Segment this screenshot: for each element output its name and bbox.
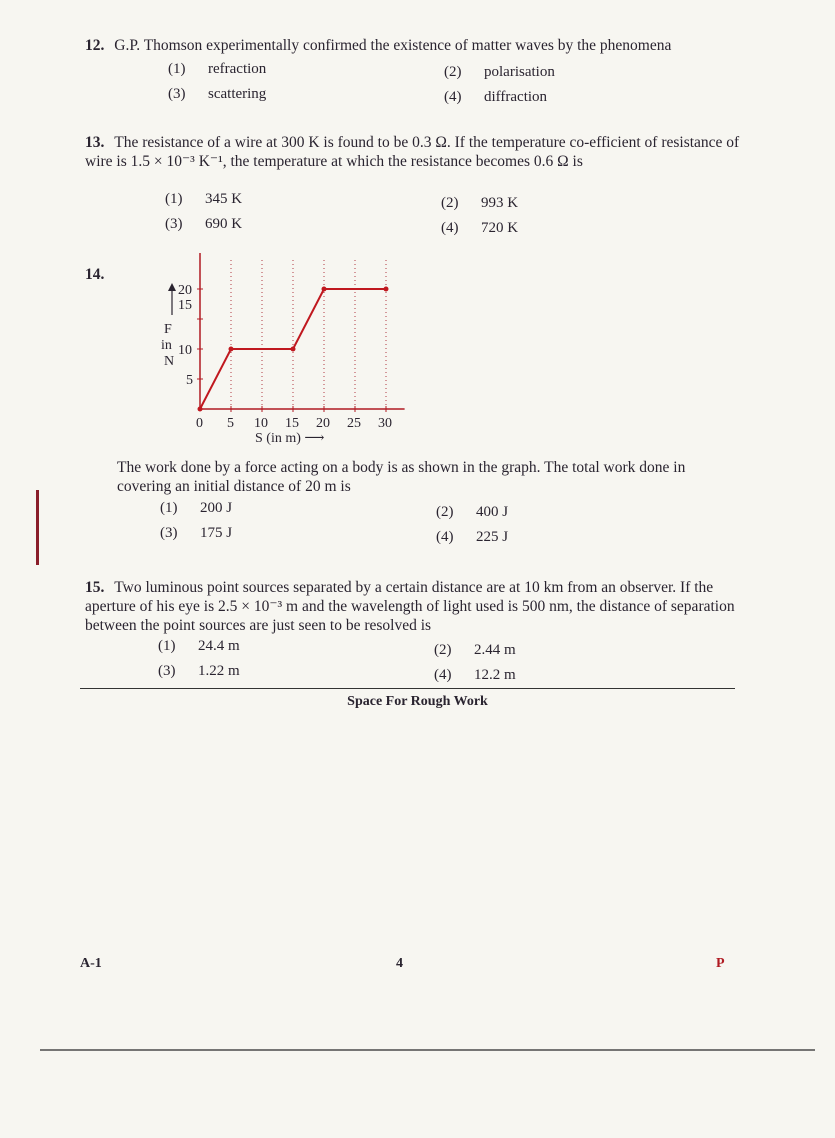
question-number: 15. (85, 579, 105, 596)
question-12 (85, 36, 745, 55)
option-12-2[interactable]: (2) polarisation (444, 64, 555, 80)
option-14-3[interactable]: (3) 175 J (160, 525, 233, 541)
y-tick-label: 15 (178, 298, 192, 313)
footer-series: P (716, 956, 725, 971)
bottom-rule (40, 1049, 815, 1051)
option-14-1[interactable]: (1) 200 J (160, 500, 233, 516)
option-15-4[interactable]: (4) 12.2 m (434, 667, 516, 683)
option-15-1[interactable]: (1) 24.4 m (158, 638, 240, 654)
force-distance-graph (150, 245, 410, 460)
data-point (198, 407, 203, 412)
option-13-1[interactable]: (1) 345 K (165, 191, 243, 207)
y-tick-label: 20 (178, 283, 192, 298)
question-13 (85, 133, 745, 171)
page-number: 4 (396, 956, 403, 971)
y-label-line: N (164, 354, 175, 369)
question-number: 13. (85, 134, 105, 151)
question-14 (85, 265, 125, 284)
data-point (384, 287, 389, 292)
option-15-2[interactable]: (2) 2.44 m (434, 642, 516, 658)
x-tick-label: 0 (196, 416, 203, 431)
option-13-4[interactable]: (4) 720 K (441, 220, 519, 236)
x-tick-label: 25 (347, 416, 361, 431)
y-arrow-head (168, 283, 176, 291)
data-point (229, 347, 234, 352)
question-text: The work done by a force acting on a body is as shown in the graph. The total work done in covering an initial distance of 20 m is (117, 459, 686, 495)
question-text: G.P. Thomson experimentally confirmed the existence of matter waves by the phenomena (114, 37, 672, 54)
option-15-3[interactable]: (3) 1.22 m (158, 663, 240, 679)
y-tick-label: 5 (186, 373, 193, 388)
data-point (291, 347, 296, 352)
grid-lines (231, 259, 386, 409)
y-label-line: in (161, 338, 172, 353)
x-tick-label: 15 (285, 416, 299, 431)
x-tick-label: 30 (378, 416, 392, 431)
x-tick-label: 20 (316, 416, 330, 431)
y-label-line: F (164, 322, 172, 337)
option-14-4[interactable]: (4) 225 J (436, 529, 509, 545)
question-text: The resistance of a wire at 300 K is found to be 0.3 Ω. If the temperature co-efficient of resistance of wire is 1.5 × 10⁻³ K⁻¹, the temperature at which the resistance becomes 0.6 Ω is (85, 134, 740, 170)
rough-work-heading: Space For Rough Work (347, 694, 488, 709)
option-14-2[interactable]: (2) 400 J (436, 504, 509, 520)
data-point (322, 287, 327, 292)
option-12-3[interactable]: (3) scattering (168, 86, 267, 102)
y-tick-label: 10 (178, 343, 192, 358)
x-axis-label: S (in m) ⟶ (255, 431, 325, 446)
question-15 (85, 578, 740, 635)
option-13-3[interactable]: (3) 690 K (165, 216, 243, 232)
divider (80, 688, 735, 689)
option-13-2[interactable]: (2) 993 K (441, 195, 519, 211)
footer-code: A-1 (80, 956, 102, 971)
margin-mark (36, 490, 39, 565)
option-12-1[interactable]: (1) refraction (168, 61, 267, 77)
x-tick-label: 10 (254, 416, 268, 431)
question-number: 14. (85, 266, 105, 283)
option-12-4[interactable]: (4) diffraction (444, 89, 548, 105)
question-number: 12. (85, 37, 105, 54)
question-14-text (117, 458, 742, 496)
y-axis-label (161, 283, 176, 369)
question-text: Two luminous point sources separated by a certain distance are at 10 km from an observer. If the aperture of his eye is 2.5 × 10⁻³ m and the wavelength of light used is 500 nm, the distance of separation between the point sources are just seen to be resolved is (85, 579, 735, 634)
x-tick-label: 5 (227, 416, 234, 431)
